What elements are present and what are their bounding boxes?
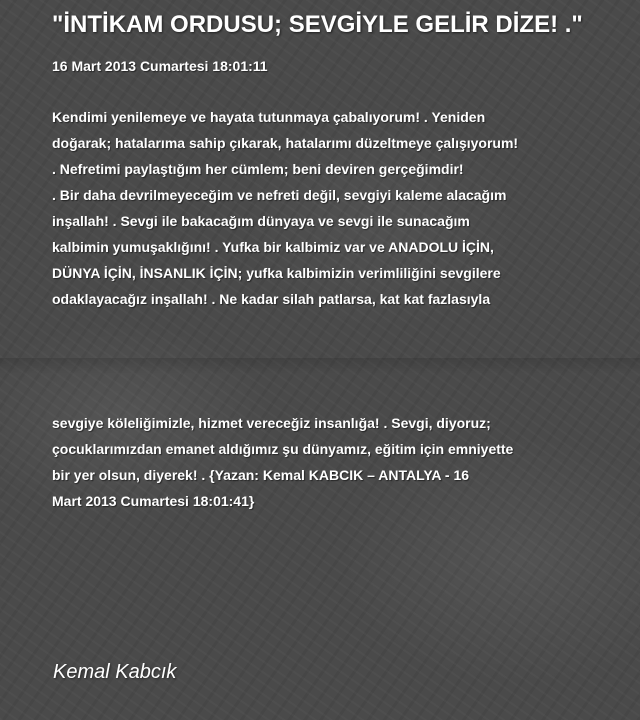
poem-title: "İNTİKAM ORDUSU; SEVGİYLE GELİR DİZE! ." (52, 11, 583, 38)
poem-line: . Nefretimi paylaştığım her cümlem; beni deviren gerçeğimdir! (52, 161, 464, 177)
poem-line: doğarak; hatalarıma sahip çıkarak, hatalarımı düzeltmeye çalışıyorum! (52, 135, 519, 151)
poem-line: . Bir daha devrilmeyeceğim ve nefreti değil, sevgiyi kaleme alacağım (52, 187, 507, 203)
poem-line: bir yer olsun, diyerek! . {Yazan: Kemal KABCIK – ANTALYA - 16 (52, 467, 470, 483)
poem-line: DÜNYA İÇİN, İNSANLIK İÇİN; yufka kalbimizin verimliliğini sevgilere (52, 265, 501, 281)
poem-line: çocuklarımızdan emanet aldığımız şu dünyamız, eğitim için emniyette (52, 441, 514, 457)
page-break-shadow (0, 358, 640, 374)
poem-line: Kendimi yenilemeye ve hayata tutunmaya çabalıyorum! . Yeniden (52, 109, 486, 125)
poem-text-part-1 (52, 104, 602, 312)
poem-author-signature: Kemal Kabcık (53, 661, 177, 683)
poem-date: 16 Mart 2013 Cumartesi 18:01:11 (52, 58, 268, 74)
poem-text-part-2 (52, 410, 602, 514)
poem-line: kalbimin yumuşaklığını! . Yufka bir kalbimiz var ve ANADOLU İÇİN, (52, 239, 494, 255)
poem-line: inşallah! . Sevgi ile bakacağım dünyaya ve sevgi ile sunacağım (52, 213, 470, 229)
poem-line: Mart 2013 Cumartesi 18:01:41} (52, 493, 255, 509)
poem-line: odaklayacağız inşallah! . Ne kadar silah patlarsa, kat kat fazlasıyla (52, 291, 491, 307)
poem-line: sevgiye köleliğimizle, hizmet vereceğiz insanlığa! . Sevgi, diyoruz; (52, 415, 491, 431)
